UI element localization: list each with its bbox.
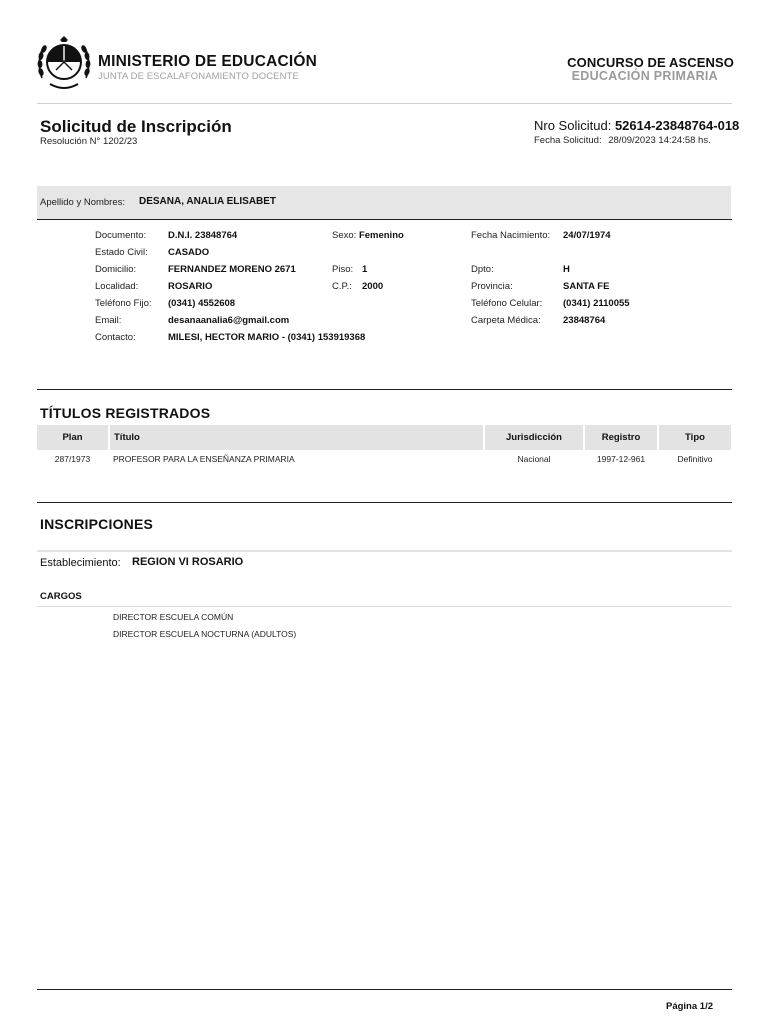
contacto-value: MILESI, HECTOR MARIO - (0341) 153919368 [168, 332, 366, 343]
nro-solicitud-label: Nro Solicitud: [534, 118, 612, 133]
row-plan: 287/1973 [54, 454, 91, 464]
dpto-value: H [563, 264, 570, 275]
provincia-value: SANTA FE [563, 281, 610, 292]
col-header-registro: Registro [585, 425, 657, 450]
fecha-solicitud [534, 135, 711, 146]
cp-value: 2000 [362, 281, 384, 292]
row-registro: 1997-12-961 [596, 454, 646, 464]
telfijo-label: Teléfono Fijo: [95, 298, 152, 309]
name-label: Apellido y Nombres: [40, 197, 126, 208]
dpto-label: Dpto: [471, 264, 494, 275]
provincia-label: Provincia: [471, 281, 513, 292]
col-header-plan: Plan [37, 425, 108, 450]
sexo-field [332, 230, 404, 241]
cargo-item: DIRECTOR ESCUELA NOCTURNA (ADULTOS) [113, 629, 297, 639]
junta-name: JUNTA DE ESCALAFONAMIENTO DOCENTE [98, 71, 299, 82]
page-number: Página 1/2 [666, 1001, 713, 1012]
telcel-value: (0341) 2110055 [563, 298, 630, 309]
establecimiento-label: Establecimiento: [40, 557, 121, 569]
nro-solicitud-value: 52614-23848764-018 [614, 118, 740, 133]
piso-value: 1 [362, 264, 368, 275]
nacimiento-value: 24/07/1974 [563, 230, 611, 241]
inscripciones-divider [37, 550, 732, 552]
name-value: DESANA, ANALIA ELISABET [139, 196, 277, 207]
fecha-solicitud-value: 28/09/2023 14:24:58 hs. [608, 135, 711, 146]
domicilio-value: FERNANDEZ MORENO 2671 [168, 264, 296, 275]
email-value: desanaanalia6@gmail.com [168, 315, 290, 326]
row-jurisdiccion: Nacional [517, 454, 551, 464]
localidad-label: Localidad: [95, 281, 139, 292]
row-tipo: Definitivo [677, 454, 713, 464]
telfijo-value: (0341) 4552608 [168, 298, 236, 309]
telcel-label: Teléfono Celular: [471, 298, 543, 309]
sexo-label: Sexo: [332, 230, 357, 241]
page-title: Solicitud de Inscripción [40, 117, 232, 136]
concurso-title: CONCURSO DE ASCENSO [567, 55, 734, 70]
header-divider [37, 103, 732, 104]
col-header-tipo: Tipo [659, 425, 731, 450]
row-titulo: PROFESOR PARA LA ENSEÑANZA PRIMARIA [113, 454, 295, 464]
documento-value: D.N.I. 23848764 [168, 230, 238, 241]
provincial-seal-icon [36, 34, 92, 94]
contacto-label: Contacto: [95, 332, 136, 343]
fecha-solicitud-label: Fecha Solicitud: [534, 135, 602, 146]
inscripciones-heading: INSCRIPCIONES [40, 516, 154, 532]
nacimiento-label: Fecha Nacimiento: [471, 230, 551, 241]
estado-value: CASADO [168, 247, 210, 258]
documento-label: Documento: [95, 230, 147, 241]
band-divider [37, 219, 732, 220]
ministry-name: MINISTERIO DE EDUCACIÓN [98, 53, 318, 70]
piso-label: Piso: [332, 264, 354, 275]
carpeta-value: 23848764 [563, 315, 606, 326]
establecimiento-value: REGION VI ROSARIO [132, 556, 244, 568]
section-divider-2 [37, 502, 732, 503]
sexo-value: Femenino [358, 230, 404, 241]
cp-label: C.P.: [332, 281, 352, 292]
email-label: Email: [95, 315, 122, 326]
section-divider [37, 389, 732, 390]
nivel-title: EDUCACIÓN PRIMARIA [571, 69, 718, 83]
carpeta-label: Carpeta Médica: [471, 315, 541, 326]
domicilio-label: Domicilio: [95, 264, 137, 275]
cargos-divider [37, 606, 732, 607]
localidad-value: ROSARIO [168, 281, 213, 292]
footer-divider [37, 989, 732, 990]
resolucion: Resolución N° 1202/23 [40, 136, 138, 147]
cargos-heading: CARGOS [40, 591, 82, 602]
estado-label: Estado Civil: [95, 247, 148, 258]
col-header-titulo: Título [110, 425, 483, 450]
col-header-jurisdiccion: Jurisdicción [485, 425, 583, 450]
cargo-item: DIRECTOR ESCUELA COMÚN [113, 612, 234, 622]
nro-solicitud [534, 118, 739, 133]
titulos-heading: TÍTULOS REGISTRADOS [40, 405, 211, 421]
